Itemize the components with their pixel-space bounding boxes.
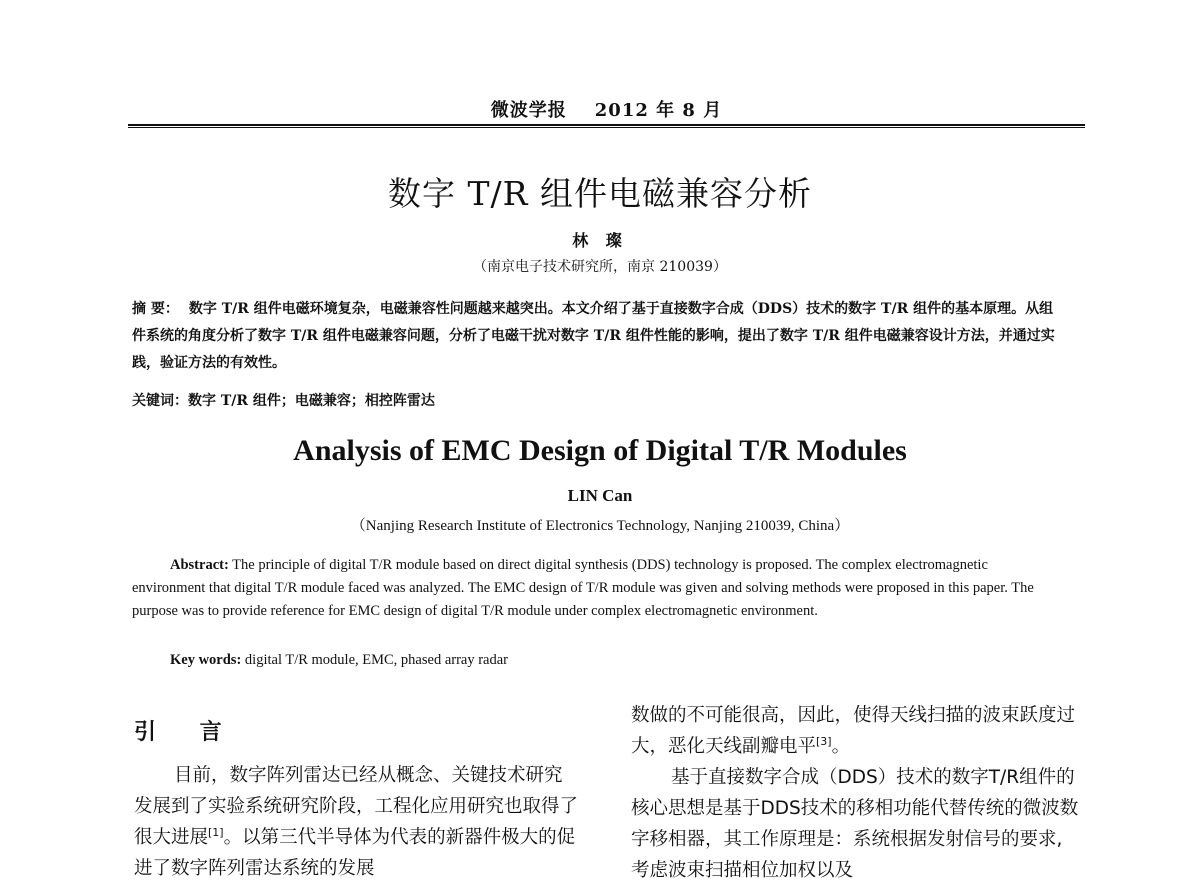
keywords-chinese	[132, 390, 1062, 410]
title-english: Analysis of EMC Design of Digital T/R Modules	[293, 434, 907, 467]
body-right-column	[631, 700, 1079, 886]
keywords-english-text: digital T/R module, EMC, phased array radar	[244, 652, 509, 668]
paragraph-text: 数做的不可能很高，因此，使得天线扫描的波束跃度过大，恶化天线副瓣电平	[631, 705, 1076, 757]
body-paragraph	[631, 700, 1079, 762]
header-rule	[128, 124, 1085, 126]
abstract-english-label: Abstract:	[170, 557, 229, 573]
body-paragraph	[134, 760, 579, 884]
journal-name: 微波学报	[490, 100, 567, 121]
abstract-english	[132, 554, 1052, 623]
paragraph-text: 目前，数字阵列雷达已经从概念、关键技术研究发展到了实验系统研究阶段，工程化应用研究也取得了很大进展	[134, 765, 579, 848]
running-header	[128, 96, 1085, 122]
body-paragraph: 基于直接数字合成（DDS）技术的数字T/R组件的核心思想是基于DDS技术的移相功能代替传统的微波数字移相器，其工作原理是：系统根据发射信号的要求,考虑波束扫描相位加权以及	[631, 767, 1079, 881]
affiliation-chinese: （南京电子技术研究所，南京 210039）	[473, 259, 727, 275]
abstract-english-text: The principle of digital T/R module based on direct digital synthesis (DDS) technology is proposed. The complex electromagnetic environment that digital T/R module faced was analyzed. The EMC design of T/R module was given and solving methods were proposed in this paper. The purpose was to provide reference for EMC design of digital T/R module under complex electromagnetic environment.	[132, 557, 1034, 619]
paragraph-text-cont: 。以第三代半导体为代表的新器件极大的促进了数字阵列雷达系统的发展	[134, 827, 576, 879]
abstract-chinese-text: 数字 T/R 组件电磁环境复杂，电磁兼容性问题越来越突出。本文介绍了基于直接数字合成（DDS）技术的数字 T/R 组件的基本原理。从组件系统的角度分析了数字 T/R 组件电磁兼容问题，分析了电磁干扰对数字 T/R 组件性能的影响，提出了数字 T/R 组件电磁兼容设计方法，并通过实践，验证方法的有效性。	[132, 301, 1055, 371]
issue-date: 2012 年 8 月	[594, 100, 723, 121]
author-english: LIN Can	[567, 486, 633, 505]
abstract-chinese	[132, 296, 1062, 377]
title-chinese: 数字 T/R 组件电磁兼容分析	[388, 174, 812, 213]
citation-ref: [1]	[208, 825, 224, 839]
section-heading-introduction: 引 言	[134, 720, 240, 745]
keywords-english	[170, 652, 508, 669]
keywords-chinese-text: 数字 T/R 组件；电磁兼容；相控阵雷达	[188, 393, 435, 409]
abstract-chinese-label: 摘 要：	[132, 301, 179, 317]
paragraph-end: 。	[831, 736, 851, 757]
header-rule-thin	[128, 127, 1085, 128]
keywords-english-label: Key words:	[170, 652, 242, 668]
keywords-chinese-label: 关键词：	[132, 393, 188, 409]
affiliation-english: （Nanjing Research Institute of Electronics Technology, Nanjing 210039, China）	[350, 518, 850, 534]
author-chinese: 林 璨	[572, 231, 628, 250]
citation-ref: [3]	[816, 734, 832, 748]
body-left-column	[134, 760, 579, 884]
